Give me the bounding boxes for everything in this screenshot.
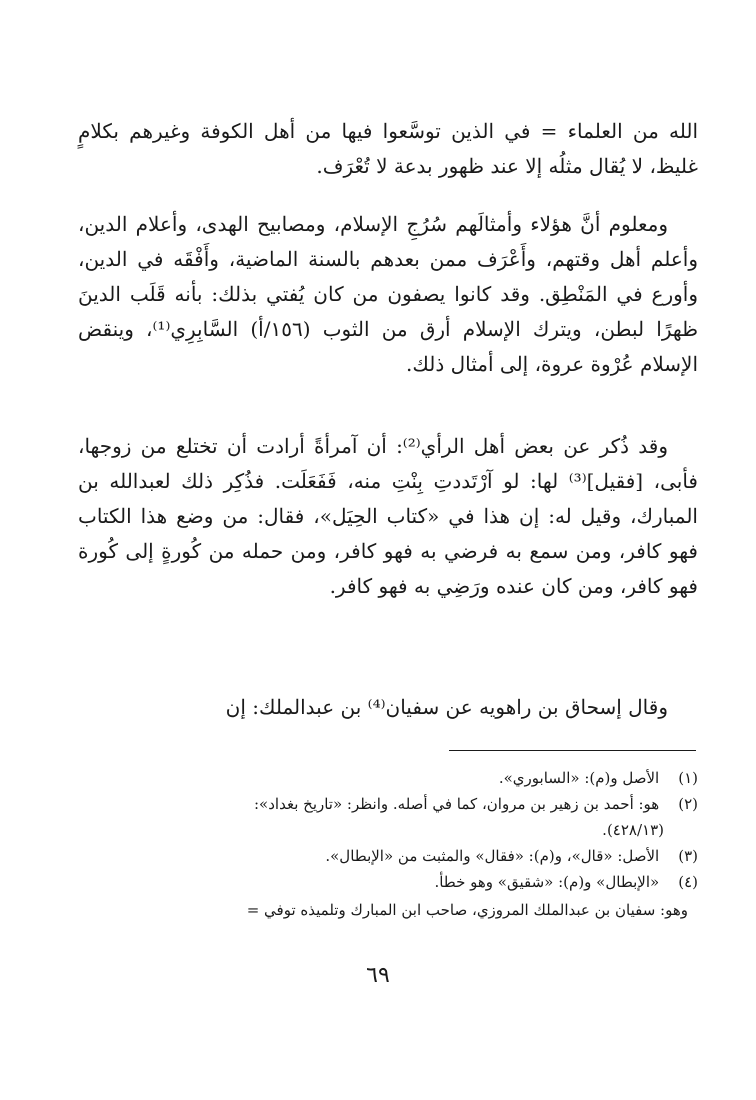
- footnote-text: الأصل: «قال»، و(م): «فقال» والمثبت من «الإبطال».: [325, 847, 660, 865]
- paragraph-text: ومعلوم أنَّ هؤلاء وأمثالَهم سُرُجِ الإسلام، ومصابيح الهدى، وأعلام الدين، وأعلم أهل وقتهم، وأَعْرَف ممن بعدهم بالسنة الماضية، وأَفْقَه في الدين، وأورع في المَنْطِق. وقد كانوا يصفون من كان يُفتي بذلك: بأنه قَلَب الدينَ ظهرًا لبطن، ويترك الإسلام أرق من الثوب (١٥٦/أ) السَّابِرِي⁽¹⁾، وينقض الإسلام عُرْوة عروة، إلى أمثال ذلك.: [78, 212, 698, 376]
- paragraph-text: وقد ذُكر عن بعض أهل الرأي⁽²⁾: أن آمرأةً أرادت أن تختلع من زوجها، فأبى، [فقيل]⁽³⁾ لها: لو آرْتَددتِ بِنْتِ منه، فَفَعَلَت. فذُكِر ذلك لعبدالله بن المبارك، وقيل له: إن هذا في «كتاب الحِيَل»، فقال: من وضع هذا الكتاب فهو كافر، ومن سمع به فرضي به فهو كافر، ومن حمله من كُورةٍ إلى كُورة فهو كافر، ومن كان عنده ورَضِي به فهو كافر.: [78, 434, 698, 598]
- footnote-number: (٣): [678, 847, 698, 865]
- footnote-number: (١): [678, 769, 698, 787]
- footnote-number: (٤): [678, 873, 698, 891]
- footnote-4: [78, 869, 698, 895]
- footnote-number: (٢): [678, 795, 698, 813]
- footnote-1: [78, 765, 698, 791]
- paragraph-text: الله من العلماء = في الذين توسَّعوا فيها من أهل الكوفة وغيرهم بكلامٍ غليظ، لا يُقال مثلُه إلا عند ظهور بدعة لا تُعْرَف.: [78, 119, 698, 178]
- body-paragraph-4: [78, 690, 698, 725]
- footnote-text: هو: أحمد بن زهير بن مروان، كما في أصله. وانظر: «تاريخ بغداد»:: [254, 795, 660, 813]
- footnote-separator: [449, 750, 696, 751]
- footnote-text: الأصل و(م): «السابوري».: [498, 769, 660, 787]
- body-paragraph-3: [78, 429, 698, 604]
- body-paragraph-2: [78, 207, 698, 382]
- paragraph-text: وقال إسحاق بن راهويه عن سفيان⁽⁴⁾ بن عبدالملك: إن: [225, 695, 668, 719]
- footnote-2: [78, 791, 698, 817]
- footnote-3: [78, 843, 698, 869]
- footnote-2-continuation: (٤٢٨/١٣).: [602, 821, 664, 839]
- body-paragraph-1: [78, 114, 698, 184]
- footnotes: [78, 765, 698, 923]
- footnote-continuation: وهو: سفيان بن عبدالملك المروزي، صاحب ابن المبارك وتلميذه توفي =: [246, 901, 688, 919]
- footnote-text: «الإبطال» و(م): «شقيق» وهو خطأ.: [434, 873, 660, 891]
- page-number: ٦٩: [366, 963, 390, 988]
